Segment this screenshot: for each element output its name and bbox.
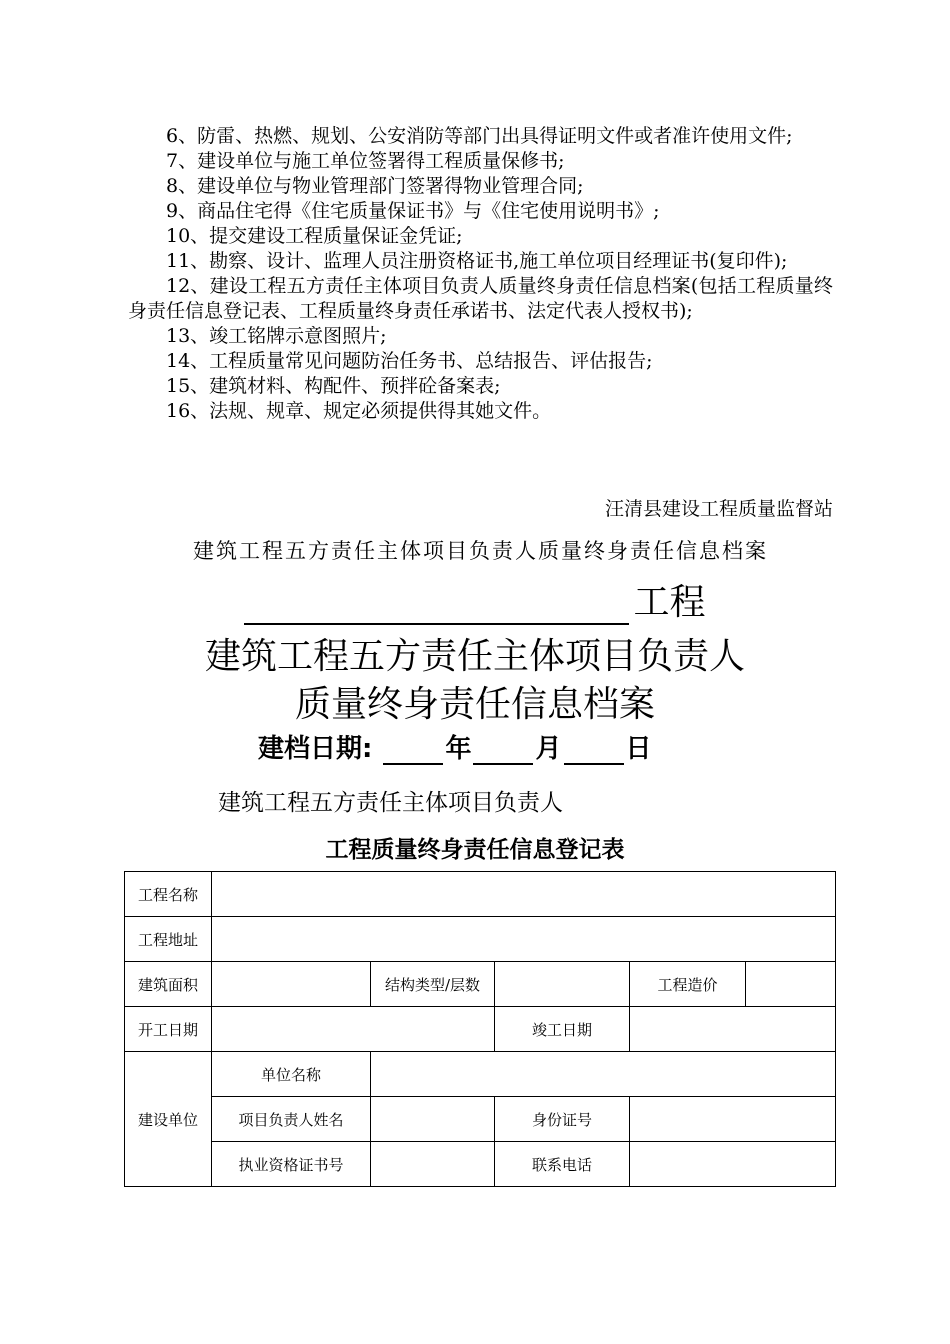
list-item: 9、商品住宅得《住宅质量保证书》与《住宅使用说明书》; <box>166 200 660 222</box>
list-item: 7、建设单位与施工单位签署得工程质量保修书; <box>166 150 565 172</box>
day-label: 日 <box>625 734 652 764</box>
manager-name-field[interactable] <box>371 1097 495 1142</box>
project-name-line <box>0 574 950 625</box>
day-blank[interactable] <box>564 737 624 765</box>
requirements-list <box>128 124 833 424</box>
form-title: 工程质量终身责任信息登记表 <box>325 837 625 863</box>
table-row <box>125 872 836 917</box>
license-number-field[interactable] <box>371 1142 495 1187</box>
project-name-field[interactable] <box>212 872 836 917</box>
list-item: 10、提交建设工程质量保证金凭证; <box>166 225 463 247</box>
list-item: 12、建设工程五方责任主体项目负责人质量终身责任信息档案(包括工程质量终身责任信息登记表、工程质量终身责任承诺书、法定代表人授权书); <box>128 275 833 322</box>
label-cell: 工程名称 <box>125 872 212 917</box>
label-cell: 项目负责人姓名 <box>212 1097 371 1142</box>
label-cell: 工程地址 <box>125 917 212 962</box>
list-item: 15、建筑材料、构配件、预拌砼备案表; <box>166 375 501 397</box>
table-row <box>125 1007 836 1052</box>
list-item: 11、勘察、设计、监理人员注册资格证书,施工单位项目经理证书(复印件); <box>166 250 788 272</box>
label-cell: 身份证号 <box>495 1097 630 1142</box>
label-cell: 建筑面积 <box>125 962 212 1007</box>
list-item: 14、工程质量常见问题防治任务书、总结报告、评估报告; <box>166 350 653 372</box>
label-cell: 结构类型/层数 <box>371 962 495 1007</box>
label-cell: 联系电话 <box>495 1142 630 1187</box>
list-item: 8、建设单位与物业管理部门签署得物业管理合同; <box>166 175 584 197</box>
issuer-signature: 汪清县建设工程质量监督站 <box>604 498 833 520</box>
project-cost-field[interactable] <box>746 962 836 1007</box>
registration-table <box>124 871 836 1187</box>
id-number-field[interactable] <box>630 1097 836 1142</box>
label-cell: 工程造价 <box>630 962 746 1007</box>
year-label: 年 <box>445 734 472 764</box>
project-suffix: 工程 <box>633 582 706 623</box>
list-item: 6、防雷、热燃、规划、公安消防等部门出具得证明文件或者准许使用文件; <box>166 125 793 147</box>
unit-name-field[interactable] <box>371 1052 836 1097</box>
table-row <box>125 1052 836 1097</box>
archive-date <box>258 728 652 765</box>
label-cell: 执业资格证书号 <box>212 1142 371 1187</box>
month-label: 月 <box>535 734 562 764</box>
project-address-field[interactable] <box>212 917 836 962</box>
archive-heading: 建筑工程五方责任主体项目负责人质量终身责任信息档案 <box>193 539 768 563</box>
date-label: 建档日期: <box>258 734 373 764</box>
label-cell: 建设单位 <box>125 1052 212 1187</box>
list-item: 16、法规、规章、规定必须提供得其她文件。 <box>166 400 552 422</box>
month-blank[interactable] <box>473 737 533 765</box>
year-blank[interactable] <box>383 737 443 765</box>
label-cell: 竣工日期 <box>495 1007 630 1052</box>
form-subtitle: 建筑工程五方责任主体项目负责人 <box>218 790 563 816</box>
cover-title-line1: 建筑工程五方责任主体项目负责人 <box>204 636 745 677</box>
project-name-blank[interactable] <box>244 589 629 625</box>
building-area-field[interactable] <box>212 962 371 1007</box>
phone-field[interactable] <box>630 1142 836 1187</box>
structure-type-field[interactable] <box>495 962 630 1007</box>
cover-title-line2: 质量终身责任信息档案 <box>294 684 655 725</box>
table-row <box>125 962 836 1007</box>
label-cell: 单位名称 <box>212 1052 371 1097</box>
table-row <box>125 1142 836 1187</box>
table-row <box>125 1097 836 1142</box>
start-date-field[interactable] <box>212 1007 495 1052</box>
table-row <box>125 917 836 962</box>
list-item: 13、竣工铭牌示意图照片; <box>166 325 387 347</box>
completion-date-field[interactable] <box>630 1007 836 1052</box>
label-cell: 开工日期 <box>125 1007 212 1052</box>
